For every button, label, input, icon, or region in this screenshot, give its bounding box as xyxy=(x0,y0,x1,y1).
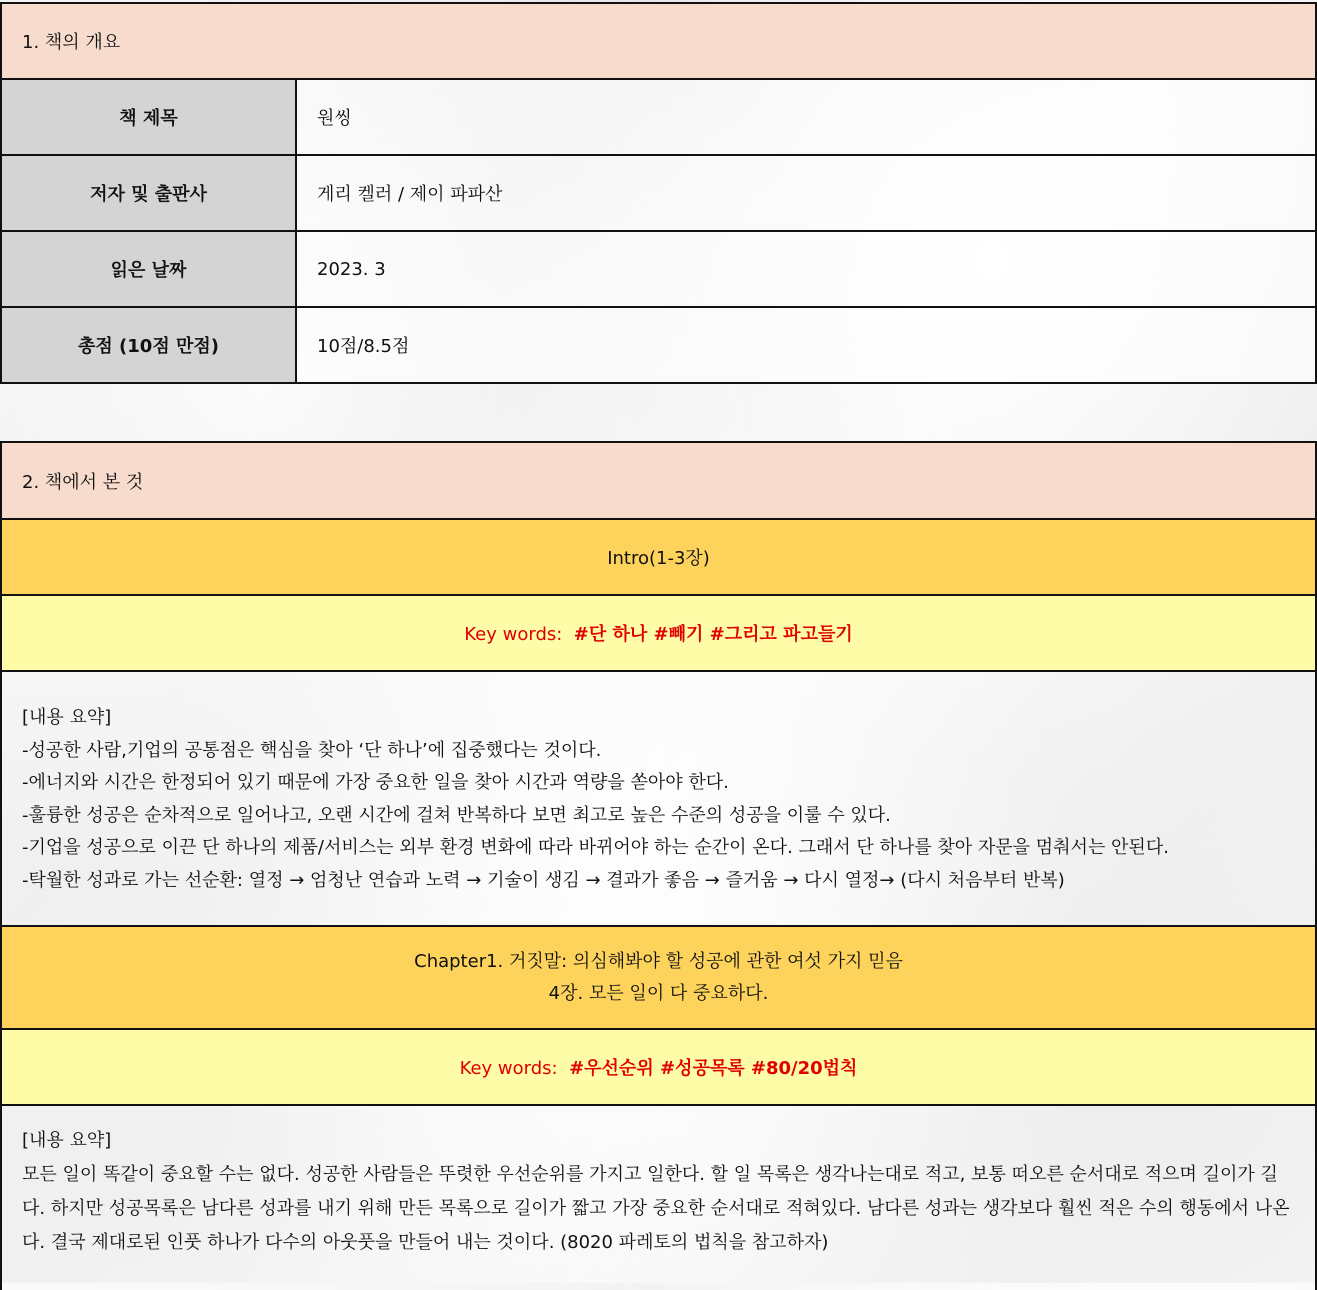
table-row xyxy=(1,155,1316,231)
book-overview-table xyxy=(0,2,1317,384)
table-row xyxy=(1,307,1316,383)
row-label-author: 저자 및 출판사 xyxy=(1,155,296,231)
summary-line: -기업을 성공으로 이끈 단 하나의 제품/서비스는 외부 환경 변화에 따라 바뀌어야 하는 순간이 온다. 그래서 단 하나를 찾아 자문을 멈춰서는 안된다. xyxy=(22,837,1169,858)
row-label-title: 책 제목 xyxy=(1,79,296,155)
chapter1-keywords xyxy=(1,1029,1316,1105)
keywords-label: Key words: xyxy=(459,1058,558,1079)
keywords-tags: #우선순위 #성공목록 #80/20법칙 xyxy=(569,1058,858,1079)
chapter1-summary xyxy=(1,1105,1316,1290)
summary-paragraph: 모든 일이 똑같이 중요할 수는 없다. 성공한 사람들은 뚜렷한 우선순위를 가지고 일한다. 할 일 목록은 생각나는대로 적고, 보통 떠오른 순서대로 적으며 길이가 길다. 하지만 성공목록은 남다른 성과를 내기 위해 만든 목록으로 길이가 짧고 가장 중요한 순서대로 적혀있다. 남다른 성과는 생각보다 훨씬 적은 수의 행동에서 나온다. 결국 제대로된 인풋 하나가 다수의 아웃풋을 만들어 내는 것이다. (8020 파레토의 법칙을 참고하자) xyxy=(22,1164,1290,1253)
row-label-date: 읽은 날짜 xyxy=(1,231,296,307)
chapter1-title-line2: 4장. 모든 일이 다 중요하다. xyxy=(548,982,769,1004)
summary-line: -훌륭한 성공은 순차적으로 일어나고, 오랜 시간에 걸쳐 반복하다 보면 최고로 높은 수준의 성공을 이룰 수 있다. xyxy=(22,804,891,826)
table-row xyxy=(1,231,1316,307)
summary-title: [내용 요약] xyxy=(22,1130,112,1151)
summary-line: -성공한 사람,기업의 공통점은 핵심을 찾아 ‘단 하나’에 집중했다는 것이다. xyxy=(22,739,602,761)
summary-line: -에너지와 시간은 한정되어 있기 때문에 가장 중요한 일을 찾아 시간과 역량을 쏟아야 한다. xyxy=(22,772,729,793)
intro-keywords xyxy=(1,595,1316,671)
intro-chapter-title: Intro(1-3장) xyxy=(1,519,1316,595)
table-row xyxy=(1,79,1316,155)
section1-header: 1. 책의 개요 xyxy=(1,3,1316,79)
row-value-date: 2023. 3 xyxy=(296,231,1316,307)
chapter1-title-line1: Chapter1. 거짓말: 의심해봐야 할 성공에 관한 여섯 가지 믿음 xyxy=(414,950,903,972)
keywords-label: Key words: xyxy=(464,624,563,645)
keywords-tags: #단 하나 #빼기 #그리고 파고들기 xyxy=(573,624,853,645)
row-value-author: 게리 켈러 / 제이 파파산 xyxy=(296,155,1316,231)
book-notes-table xyxy=(0,441,1317,1290)
row-value-title: 원씽 xyxy=(296,79,1316,155)
summary-line: -탁월한 성과로 가는 선순환: 열정 → 엄청난 연습과 노력 → 기술이 생김 → 결과가 좋음 → 즐거움 → 다시 열정→ (다시 처음부터 반복) xyxy=(22,869,1065,891)
summary-title: [내용 요약] xyxy=(22,707,112,728)
chapter1-title xyxy=(1,926,1316,1029)
row-value-score: 10점/8.5점 xyxy=(296,307,1316,383)
section2-header: 2. 책에서 본 것 xyxy=(1,442,1316,519)
intro-summary xyxy=(1,671,1316,926)
row-label-score: 총점 (10점 만점) xyxy=(1,307,296,383)
